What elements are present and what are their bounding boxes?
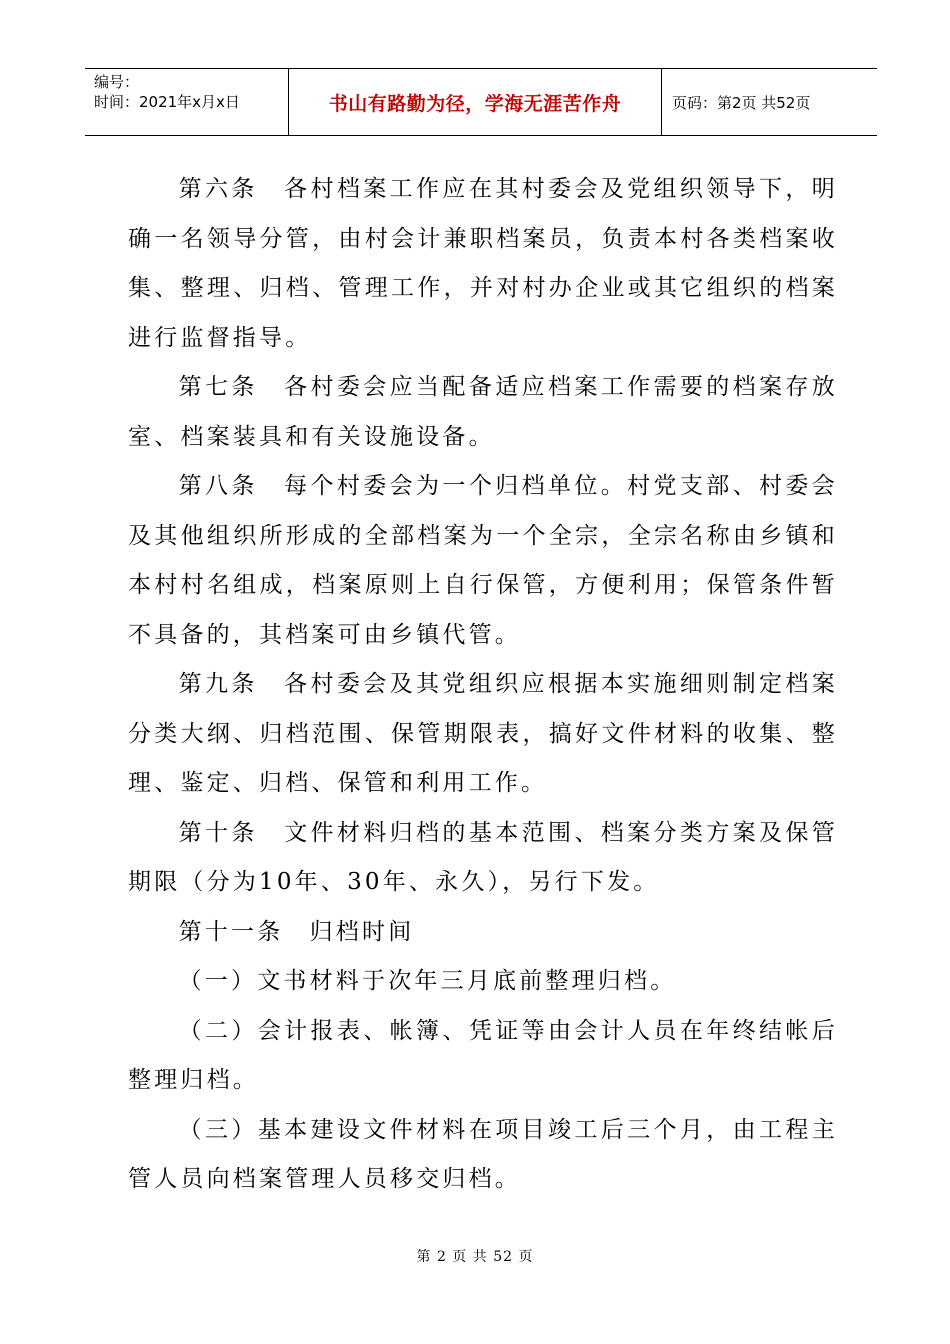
article-8-paragraph: 第八条 每个村委会为一个归档单位。村党支部、村委会及其他组织所形成的全部档案为一个全宗，全宗名称由乡镇和本村村名组成，档案原则上自行保管，方便利用；保管条件暂不具备的，其档案可由乡镇代管。 [128,473,838,648]
article-6-paragraph: 第六条 各村档案工作应在其村委会及党组织领导下，明确一名领导分管，由村会计兼职档案员，负责本村各类档案收集、整理、归档、管理工作，并对村办企业或其它组织的档案进行监督指导。 [128,176,838,351]
article-9-paragraph: 第九条 各村委会及其党组织应根据本实施细则制定档案分类大纲、归档范围、保管期限表，搞好文件材料的收集、整理、鉴定、归档、保管和利用工作。 [128,671,838,796]
document-time-label: 时间：2021年x月x日 [94,93,240,111]
article-10-paragraph: 第十条 文件材料归档的基本范围、档案分类方案及保管期限（分为10年、30年、永久），另行下发。 [128,819,838,895]
header-page-info: 页码：第2页 共52页 [672,93,811,112]
article-11-item-3: （三）基本建设文件材料在项目竣工后三个月，由工程主管人员向档案管理人员移交归档。 [128,1116,838,1192]
page-footer: 第 2 页 共 52 页 [416,1249,534,1265]
article-11-item-2: （二）会计报表、帐簿、凭证等由会计人员在年终结帐后整理归档。 [128,1017,838,1093]
article-7-paragraph: 第七条 各村委会应当配备适应档案工作需要的档案存放室、档案装具和有关设施设备。 [128,374,838,450]
document-header [85,68,877,136]
article-11-item-1: （一）文书材料于次年三月底前整理归档。 [178,968,677,994]
header-meta [85,69,288,135]
document-number-label: 编号： [94,73,140,91]
header-motto: 书山有路勤为径，学海无涯苦作舟 [288,69,662,135]
document-body [128,165,838,1205]
article-11-heading: 第十一条 归档时间 [178,918,415,945]
